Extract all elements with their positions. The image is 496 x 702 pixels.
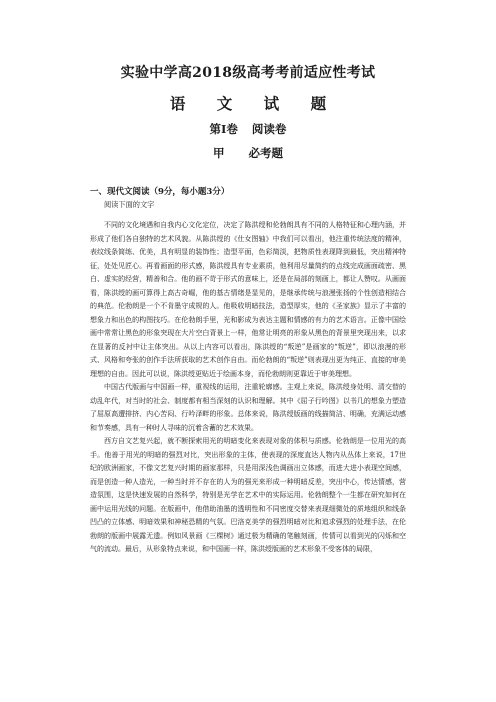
part-title: 甲 必考题 <box>212 146 283 160</box>
paragraph-3: 西方自文艺复兴起，就不断探索用光的明暗变化来表现对象的体积与质感。伦勃朗是一位用光的高手。他善于用光的明暗的强烈对比，突出形象的主体，使表现的深度直达人物内从丛体上来说，17世纪的欧洲画家，不像文艺复兴时期的画家那样，只是用深浅色调画出立体感，而进大进小表现空间感，而是创造一种人造光，一种当时并不存在的人为的强光来形成一种明暗反差，突出中心，传达情感，营造氛围，这是快速发展的自然科学，特别是光学在艺术中的实际运用。伦勃朗整个一生都在研究如何在画中运用光线的问题。在版画中，他借助油墨的透明性和不同密度交替来表现细微处的质地组织和线条凹凸的立体感、明暗效果和神秘恐精的气氛。巴洛克美学的强烈明暗对比和追求强烈的处理手法，在伦勃朗的版画中展露无遗。例如风景画《三棵树》通过极为精确的笔触刻画，传情可以看到光的闪烁和空气的流动。最后，从形象特点来说，和中国画一样，陈洪绶版画的艺术形象不受客体的局限， <box>90 437 406 553</box>
volume-title: 第I卷 阅读卷 <box>209 122 287 136</box>
subject-title: 语 文 试 题 <box>169 94 327 113</box>
reading-passage <box>90 219 406 557</box>
paragraph-2: 中国古代版画与中国画一样，重视线的运用，注重轮廓感。主观上来说，陈洪绶身处明、清交替的动乱年代，对当时的社会、制度都有相当深刻的认识和理解。其中《屈子行吟图》以书几的想象力塑造了屈原高遭排挤、内心苦闷、行吟泽畔的形象。总体来说，陈洪绶版画的线描简洁、明确，充满运动感和节奏感，具有一种时人寻味的沉着含蓄的艺术效果。 <box>90 383 406 432</box>
paragraph-1: 不同的文化境遇和自我内心文化定位，决定了陈洪绶和伦勃朗具有不同的人格特征和心理内涵，并形成了他们各自独特的艺术风貌。从陈洪绶的《仕女图轴》中我们可以看出，他注重传统法度的精神，表纹线条简练、优美，具有明显的装饰性；造型平面，色彩简淡，把物质性表现降到最低，突出精神特征，处处见匠心。再看画面的形式感，陈洪绶具有专业素质，他利用尽量简约的点线完成画面疏密、黑白、虚实的经营，精善和合。他的画不苛于形式的意味上，还是在局部的刻画上，都让人赞叹。从画面看，陈洪绶的画可算得上高古奇崛，他的基古情绪是显见的，是继承传统与浪漫张扬的个性创造相结合的典范。伦勃朗是一个不肯墨守成规的人。他吸收明暗技法，造型厚实，他的《圣家族》显示了丰富的想象力和出色的构图技巧。在伦勃朗手里，光和影成为表达主题和情感的有力的艺术语言。正像中国绘画中常常让黑色的形象突现在大片空白背景上一样，他常让明亮的形象从黑色的背景里突现出来，以求在显著的反衬中让主体突出。从以上内容可以看出，陈洪绶的“叛逆”是画家的“叛逆”，即以浪漫的形式、风格和夸张的创作手法所获取的艺术创作自由。而伦勃朗的“叛逆”则表现出更为纯正、直接的审美理想的自由。因此可以说，陈洪绶更贴近于绘画本身，而伦勃朗则更靠近于审美理想。 <box>90 221 406 378</box>
exam-title: 实验中学高2018级高考考前适应性考试 <box>120 65 376 81</box>
section-instruction: 阅读下面的文字 <box>104 200 155 209</box>
section-heading: 一、现代文阅读（9分，每小题3分） <box>90 187 230 197</box>
